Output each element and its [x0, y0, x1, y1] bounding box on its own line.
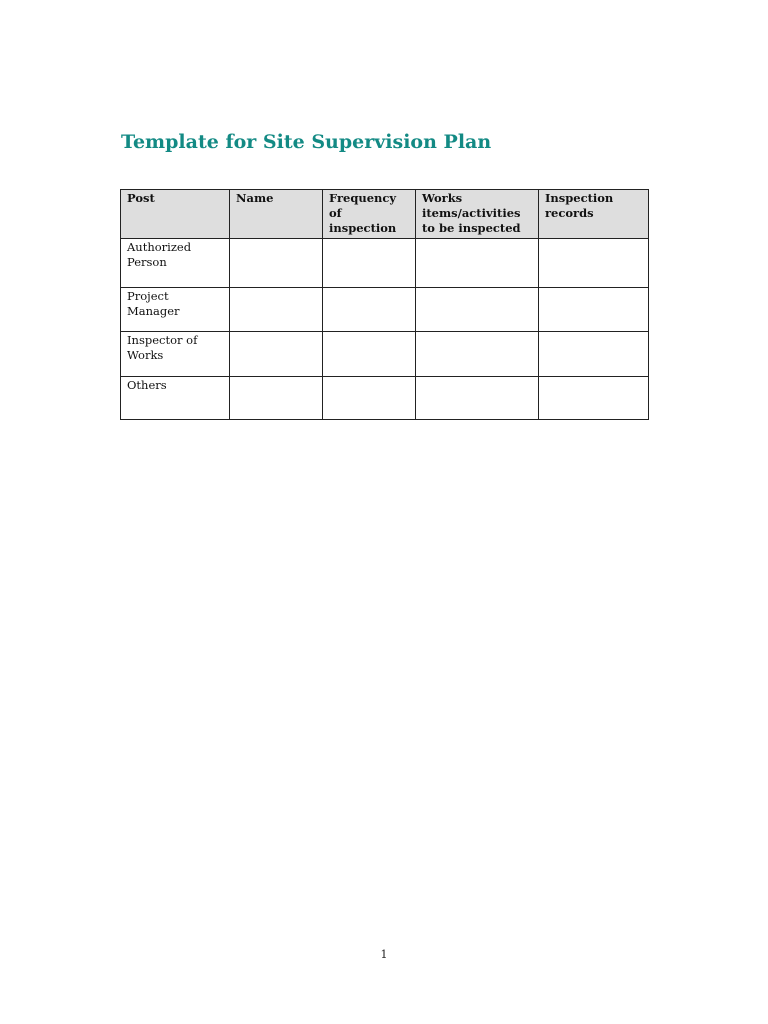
cell-name [230, 288, 323, 332]
cell-post: Others [121, 377, 230, 420]
table-row [121, 239, 649, 288]
header-works-items: Works items/activities to be inspected [416, 190, 539, 239]
cell-frequency [323, 239, 416, 288]
cell-works-items [416, 239, 539, 288]
page-title: Template for Site Supervision Plan [121, 131, 492, 153]
table-row [121, 332, 649, 377]
table-header-row [121, 190, 649, 239]
cell-post: Project Manager [121, 288, 230, 332]
header-post: Post [121, 190, 230, 239]
table-row [121, 377, 649, 420]
cell-frequency [323, 377, 416, 420]
cell-records [539, 288, 649, 332]
cell-records [539, 377, 649, 420]
cell-works-items [416, 288, 539, 332]
cell-records [539, 239, 649, 288]
cell-works-items [416, 377, 539, 420]
cell-records [539, 332, 649, 377]
table-row [121, 288, 649, 332]
header-name: Name [230, 190, 323, 239]
cell-frequency [323, 332, 416, 377]
header-frequency: Frequency of inspection [323, 190, 416, 239]
cell-works-items [416, 332, 539, 377]
header-inspection-records: Inspection records [539, 190, 649, 239]
cell-post: Authorized Person [121, 239, 230, 288]
site-supervision-table [120, 189, 649, 420]
cell-name [230, 377, 323, 420]
cell-post: Inspector of Works [121, 332, 230, 377]
page-number: 1 [380, 948, 388, 961]
cell-frequency [323, 288, 416, 332]
cell-name [230, 239, 323, 288]
cell-name [230, 332, 323, 377]
